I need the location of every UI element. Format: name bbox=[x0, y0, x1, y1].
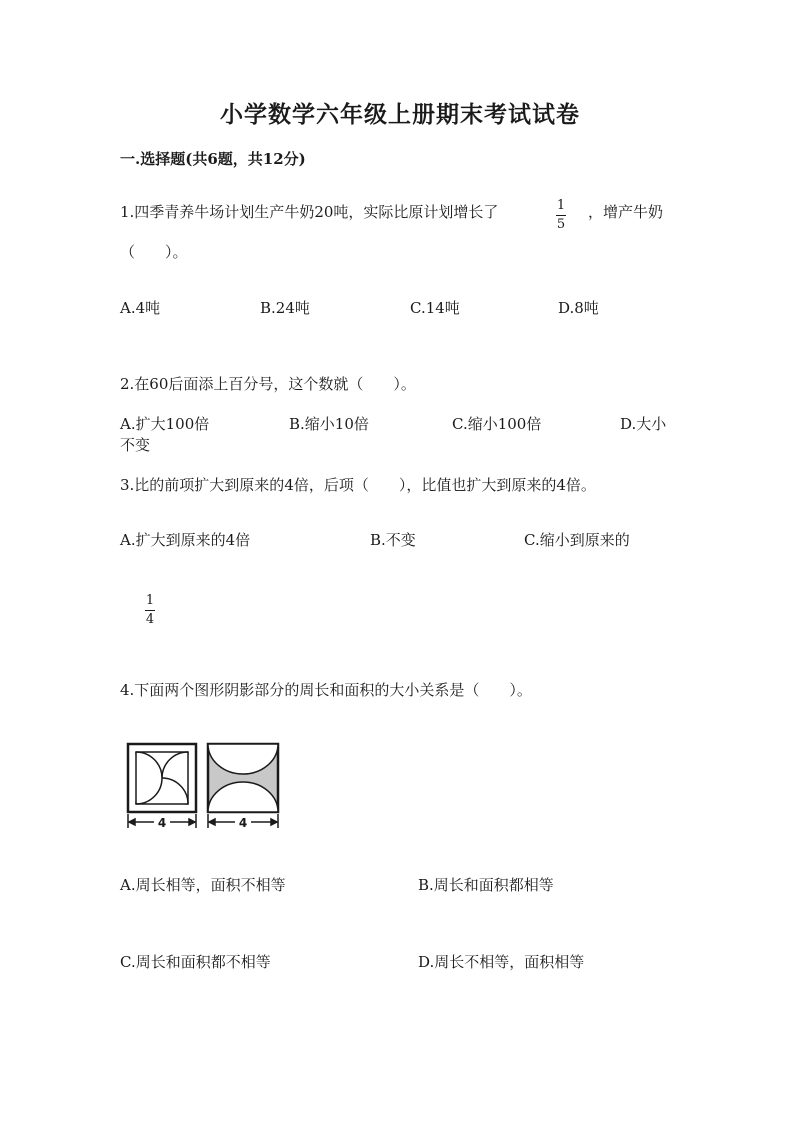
question-4-stem: 4.下面两个图形阴影部分的周长和面积的大小关系是（ ）。 bbox=[120, 681, 532, 699]
left-square-figure bbox=[128, 744, 196, 812]
question-4-option-c[interactable]: C.周长和面积都不相等 bbox=[120, 953, 271, 971]
fraction-numerator: 1 bbox=[556, 198, 566, 213]
question-4-option-b[interactable]: B.周长和面积都相等 bbox=[418, 876, 554, 894]
question-4-option-a[interactable]: A.周长相等，面积不相等 bbox=[120, 876, 286, 894]
question-2-option-b[interactable]: B.缩小10倍 bbox=[289, 415, 369, 433]
question-1-option-c[interactable]: C.14吨 bbox=[410, 299, 460, 317]
question-3-fraction bbox=[145, 594, 155, 627]
question-1-option-d[interactable]: D.8吨 bbox=[558, 299, 599, 317]
question-1-option-b[interactable]: B.24吨 bbox=[260, 299, 310, 317]
right-square-figure bbox=[208, 744, 278, 812]
question-3-option-b[interactable]: B.不变 bbox=[370, 531, 416, 549]
question-1-stem-continued: ，增产牛奶 bbox=[588, 203, 664, 221]
question-3-option-a[interactable]: A.扩大到原来的4倍 bbox=[120, 531, 251, 549]
fraction-numerator: 1 bbox=[145, 593, 155, 608]
fraction-denominator: 5 bbox=[556, 217, 566, 232]
question-2-option-d-continued: 不变 bbox=[120, 436, 151, 454]
page-title: 小学数学六年级上册期末考试试卷 bbox=[220, 101, 580, 128]
question-1-stem: 1.四季青养牛场计划生产牛奶20吨，实际比原计划增长了 bbox=[120, 203, 499, 221]
fraction-bar bbox=[145, 610, 155, 611]
fraction-denominator: 4 bbox=[145, 612, 155, 627]
question-4-option-d[interactable]: D.周长不相等，面积相等 bbox=[418, 953, 585, 971]
left-width-label: 4 bbox=[157, 816, 167, 830]
question-4-figure bbox=[124, 740, 284, 830]
question-2-stem: 2.在60后面添上百分号，这个数就（ ）。 bbox=[120, 375, 416, 393]
question-2-option-d[interactable]: D.大小 bbox=[620, 415, 667, 433]
right-width-label: 4 bbox=[238, 816, 248, 830]
question-1-blank: （ ）。 bbox=[120, 243, 188, 261]
fraction-bar bbox=[556, 215, 566, 216]
question-1-fraction bbox=[556, 199, 566, 232]
question-1-option-a[interactable]: A.4吨 bbox=[120, 299, 161, 317]
section-heading: 一.选择题(共6题，共12分) bbox=[120, 150, 306, 168]
question-3-stem: 3.比的前项扩大到原来的4倍，后项（ ），比值也扩大到原来的4倍。 bbox=[120, 476, 596, 494]
question-2-option-a[interactable]: A.扩大100倍 bbox=[120, 415, 210, 433]
question-2-option-c[interactable]: C.缩小100倍 bbox=[452, 415, 542, 433]
question-3-option-c[interactable]: C.缩小到原来的 bbox=[524, 531, 630, 549]
